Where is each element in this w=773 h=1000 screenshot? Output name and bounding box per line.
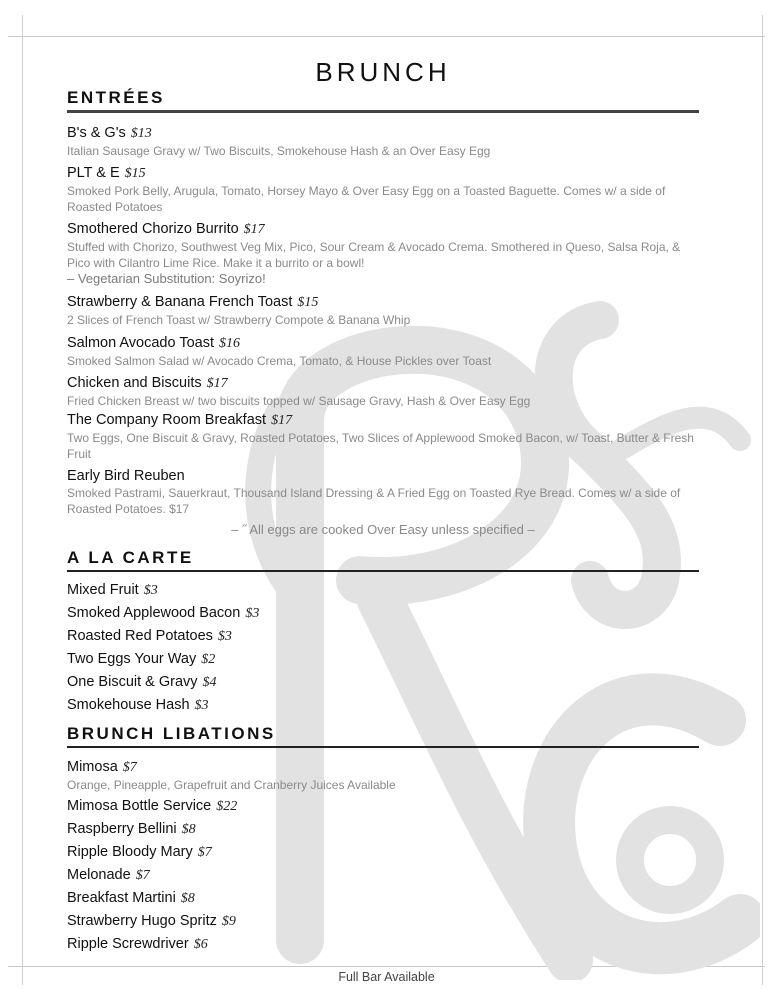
item-price: $7 (135, 868, 150, 883)
menu-item (67, 334, 699, 369)
item-price: $15 (297, 295, 319, 310)
frame-right-border (762, 15, 763, 985)
item-note: – Vegetarian Substitution: Soyrizo! (67, 271, 266, 286)
section-heading-brunch-libations: BRUNCH LIBATIONS (67, 724, 699, 748)
item-price: $17 (271, 413, 293, 428)
item-price: $3 (194, 698, 209, 713)
item-name: Mimosa (67, 759, 118, 775)
menu-item (67, 694, 699, 717)
item-price: $8 (180, 891, 195, 906)
frame-left-border (22, 15, 23, 985)
menu-item (67, 220, 699, 287)
item-name: Salmon Avocado Toast (67, 335, 214, 351)
item-name: Strawberry & Banana French Toast (67, 294, 293, 310)
item-price: $17 (206, 376, 228, 391)
page-title: BRUNCH (315, 57, 451, 87)
item-name: Mixed Fruit (67, 582, 139, 598)
item-description: Stuffed with Chorizo, Southwest Veg Mix, Pico, Sour Cream & Avocado Crema. Smothered in Queso, Salsa Roja, & Pico with Cilantro Lime Rice. Make it a burrito or a bowl! (67, 240, 681, 270)
menu-item (67, 671, 699, 694)
item-price: $7 (122, 760, 137, 775)
item-price: $9 (221, 914, 236, 929)
item-description: Italian Sausage Gravy w/ Two Biscuits, Smokehouse Hash & an Over Easy Egg (67, 144, 491, 158)
libations-list (67, 795, 699, 956)
menu-item (67, 864, 699, 887)
item-price: $7 (197, 845, 212, 860)
item-price: $3 (143, 583, 158, 598)
menu-item (67, 818, 699, 841)
frame-bottom-border (8, 966, 765, 967)
menu-item (67, 648, 699, 671)
menu-item (67, 625, 699, 648)
menu-item (67, 887, 699, 910)
frame-top-border (8, 36, 765, 37)
item-description: Smoked Pork Belly, Arugula, Tomato, Horsey Mayo & Over Easy Egg on a Toasted Baguette. Comes w/ a side of Roasted Potatoes (67, 184, 666, 214)
item-name: One Biscuit & Gravy (67, 674, 198, 690)
item-description: Fried Chicken Breast w/ two biscuits topped w/ Sausage Gravy, Hash & Over Easy Egg (67, 394, 531, 408)
item-name: PLT & E (67, 165, 120, 181)
item-name: Chicken and Biscuits (67, 375, 202, 391)
item-price: $8 (181, 822, 196, 837)
item-price: $3 (217, 629, 232, 644)
item-name: Mimosa Bottle Service (67, 798, 212, 814)
menu-item (67, 795, 699, 818)
menu-item (67, 602, 699, 625)
eggs-footnote: – ˝ All eggs are cooked Over Easy unless specified – (231, 522, 535, 537)
section-heading-entrees: ENTRÉES (67, 88, 699, 113)
item-name: Roasted Red Potatoes (67, 628, 213, 644)
menu-item (67, 124, 699, 159)
item-price: $17 (243, 222, 265, 237)
item-price: $6 (193, 937, 208, 952)
item-name: B's & G's (67, 125, 126, 141)
menu-item (67, 579, 699, 602)
item-name: Smoked Applewood Bacon (67, 605, 241, 621)
item-name: Strawberry Hugo Spritz (67, 913, 217, 929)
full-bar-footer: Full Bar Available (338, 970, 435, 984)
item-name: Two Eggs Your Way (67, 651, 197, 667)
menu-item (67, 758, 699, 793)
item-price: $2 (201, 652, 216, 667)
menu-item (67, 374, 699, 409)
menu-item (67, 933, 699, 956)
item-price: $16 (218, 336, 240, 351)
item-description: Two Eggs, One Biscuit & Gravy, Roasted Potatoes, Two Slices of Applewood Smoked Bacon, w/ Toast, Butter & Fresh Fruit (67, 431, 694, 461)
section-heading-a-la-carte: A LA CARTE (67, 548, 699, 572)
menu-item (67, 411, 699, 462)
item-name: The Company Room Breakfast (67, 412, 267, 428)
item-name: Melonade (67, 867, 131, 883)
menu-item (67, 467, 699, 517)
item-price: $3 (245, 606, 260, 621)
item-name: Smothered Chorizo Burrito (67, 221, 239, 237)
item-description: Orange, Pineapple, Grapefruit and Cranberry Juices Available (67, 778, 396, 792)
menu-item (67, 164, 699, 215)
item-name: Smokehouse Hash (67, 697, 190, 713)
menu-item (67, 293, 699, 328)
item-name: Ripple Screwdriver (67, 936, 189, 952)
item-price: $4 (202, 675, 217, 690)
item-price: $15 (124, 166, 146, 181)
item-name: Ripple Bloody Mary (67, 844, 193, 860)
item-name: Breakfast Martini (67, 890, 176, 906)
menu-item (67, 841, 699, 864)
menu-content (67, 56, 699, 956)
item-description: Smoked Salmon Salad w/ Avocado Crema, Tomato, & House Pickles over Toast (67, 354, 492, 368)
item-price: $22 (216, 799, 238, 814)
item-description: 2 Slices of French Toast w/ Strawberry Compote & Banana Whip (67, 313, 411, 327)
item-name: Raspberry Bellini (67, 821, 177, 837)
item-name: Early Bird Reuben (67, 468, 185, 484)
a-la-carte-list (67, 579, 699, 717)
menu-item (67, 910, 699, 933)
item-description: Smoked Pastrami, Sauerkraut, Thousand Island Dressing & A Fried Egg on Toasted Rye Bread. Comes w/ a side of Roasted Potatoes. $17 (67, 486, 681, 516)
item-price: $13 (130, 126, 152, 141)
